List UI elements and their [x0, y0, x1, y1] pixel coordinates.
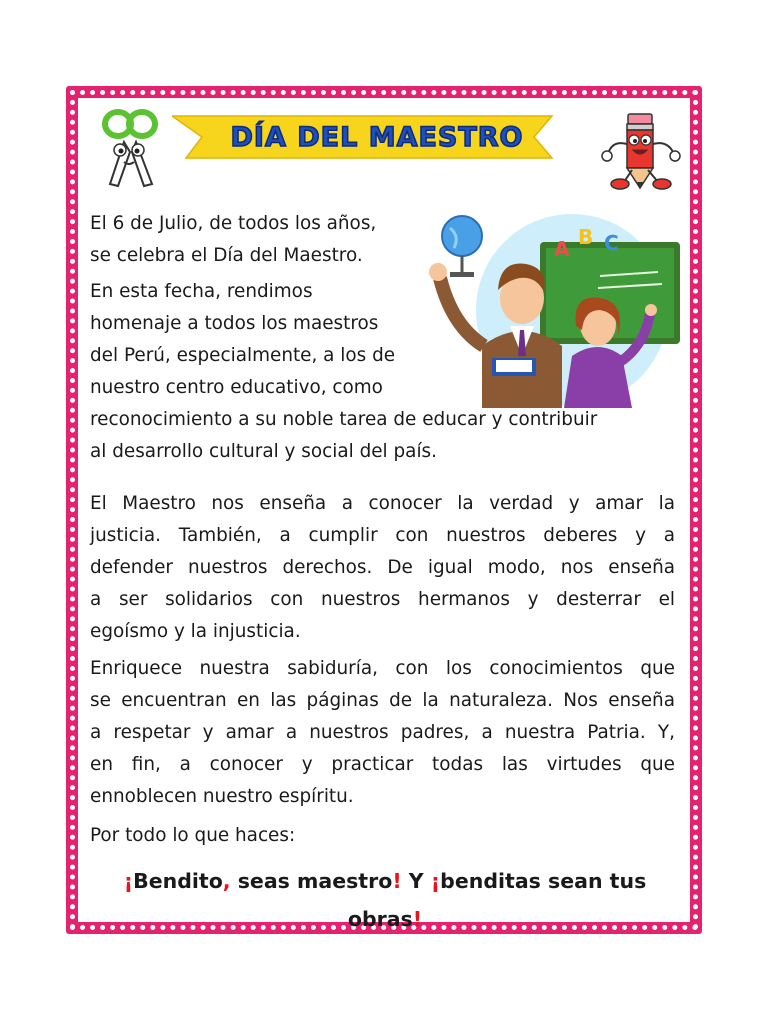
wisdom-line-2: se encuentran en las páginas de la naturaleza. Nos enseña	[90, 690, 675, 711]
exclamation-open-2: ¡	[430, 869, 441, 893]
scissors-icon	[96, 108, 166, 188]
page-title: DÍA DEL MAESTRO	[230, 122, 524, 153]
wisdom-paragraph	[90, 653, 675, 813]
wisdom-line-1: Enriquece nuestra sabiduría, con los conocimientos que	[90, 658, 675, 679]
title-banner	[172, 112, 582, 162]
exclamation-close-2: !	[412, 907, 423, 931]
wisdom-line-4: en fin, a conocer y practicar todas las virtudes que	[90, 754, 675, 775]
wisdom-line-3: a respetar y amar a nuestros padres, a nuestra Patria. Y,	[90, 722, 675, 743]
exclamation-close-1: !	[392, 869, 402, 893]
blessing-comma: ,	[222, 869, 231, 893]
teacher-illustration	[422, 206, 684, 408]
blessing-line-2: obras	[347, 907, 413, 931]
closing-intro: Por todo lo que haces:	[90, 825, 296, 846]
blessing-y: Y	[401, 869, 431, 893]
homage-paragraph-cont	[90, 404, 680, 468]
blessing-mid: seas maestro	[230, 869, 393, 893]
intro-paragraph	[90, 208, 420, 272]
homage-paragraph	[90, 276, 420, 404]
wisdom-line-5: ennoblecen nuestro espíritu.	[90, 786, 354, 807]
teaching-line-4: a ser solidarios con nuestros hermanos y desterrar el	[90, 589, 675, 610]
svg-text:A: A	[554, 237, 570, 261]
intro-line-1: El 6 de Julio, de todos los años,	[90, 213, 377, 234]
svg-text:C: C	[604, 231, 619, 255]
exclamation-open-1: ¡	[123, 869, 134, 893]
page-content	[78, 98, 690, 931]
homage-line-2: homenaje a todos los maestros	[90, 313, 379, 334]
intro-line-2: se celebra el Día del Maestro.	[90, 245, 363, 266]
pencil-character-icon	[598, 110, 686, 192]
teaching-line-5: egoísmo y la injusticia.	[90, 621, 301, 642]
teaching-line-1: El Maestro nos enseña a conocer la verdad y amar la	[90, 493, 675, 514]
teaching-line-2: justicia. También, a cumplir con nuestros deberes y a	[90, 525, 675, 546]
homage-line-3: del Perú, especialmente, a los de	[90, 345, 396, 366]
svg-text:B: B	[578, 225, 594, 249]
homage-line-4: nuestro centro educativo, como	[90, 377, 383, 398]
homage-line-5: reconocimiento a su noble tarea de educar y contribuir	[90, 409, 598, 430]
teaching-line-3: defender nuestros derechos. De igual modo, nos enseña	[90, 557, 675, 578]
closing-blessing	[90, 862, 680, 938]
teaching-paragraph	[90, 488, 675, 648]
blessing-word-1: Bendito	[133, 869, 223, 893]
homage-line-6: al desarrollo cultural y social del país.	[90, 441, 437, 462]
blessing-word-2: benditas sean tus	[440, 869, 647, 893]
page-border	[66, 86, 702, 934]
homage-line-1: En esta fecha, rendimos	[90, 281, 313, 302]
